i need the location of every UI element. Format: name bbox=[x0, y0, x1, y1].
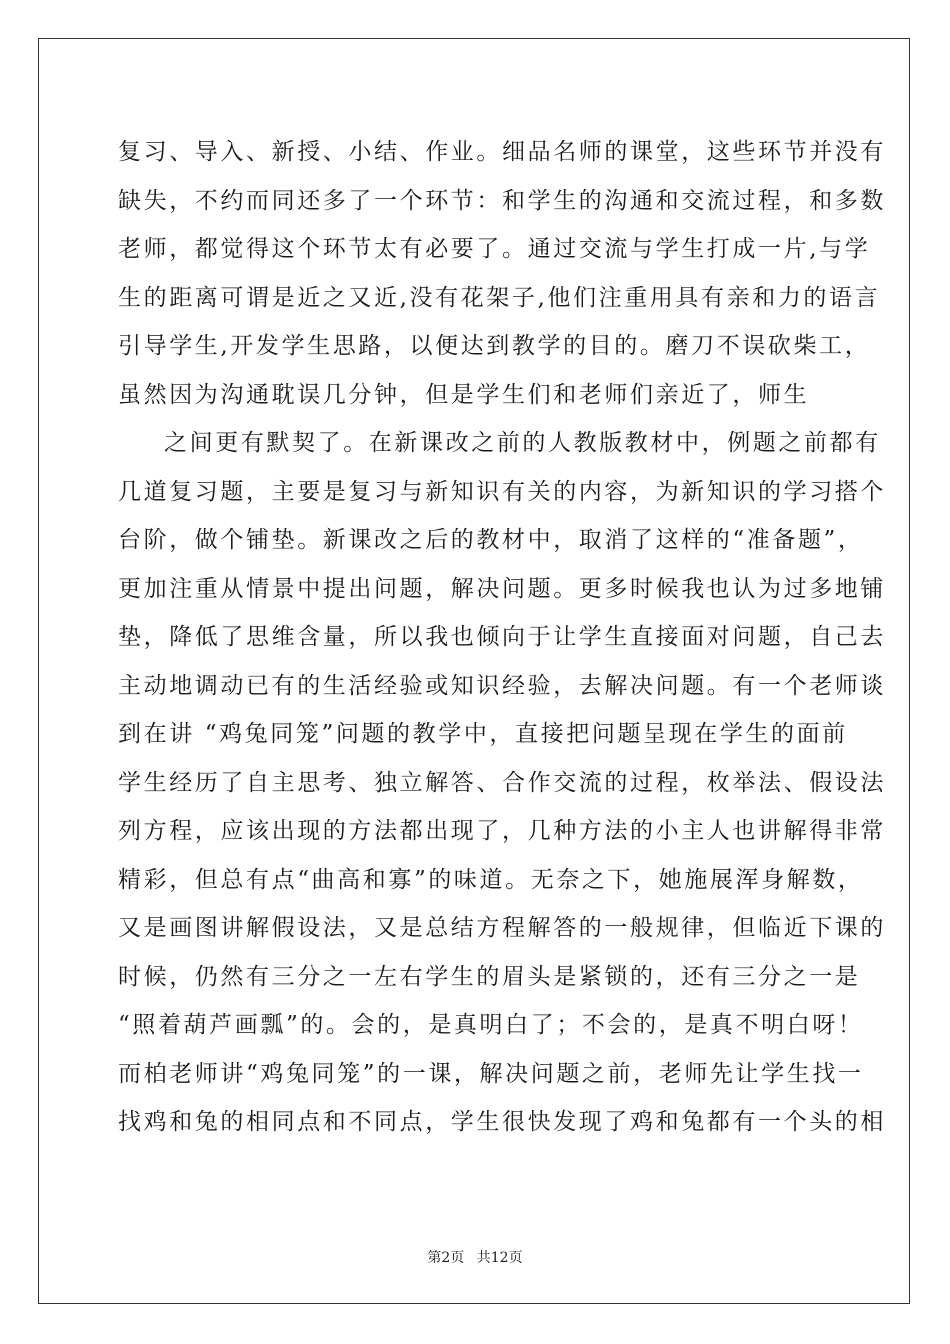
text-line: 到在讲 “鸡兔同笼”问题的教学中，直接把问题呈现在学生的面前 bbox=[118, 721, 848, 747]
text-line: 老师，都觉得这个环节太有必要了。通过交流与学生打成一片,与学 bbox=[118, 236, 871, 262]
text-line: 引导学生,开发学生思路，以便达到教学的目的。磨刀不误砍柴工， bbox=[118, 333, 871, 359]
text-line: 缺失，不约而同还多了一个环节：和学生的沟通和交流过程，和多数 bbox=[118, 187, 886, 214]
text-line: 生的距离可谓是近之又近,没有花架子,他们注重用具有亲和力的语言 bbox=[118, 284, 881, 311]
text-line: 复习、导入、新授、小结、作业。细品名师的课堂，这些环节并没有 bbox=[118, 139, 886, 165]
text-line: 而柏老师讲“鸡兔同笼”的一课，解决问题之前，老师先让学生找一 bbox=[118, 1060, 864, 1087]
text-line: 学生经历了自主思考、独立解答、合作交流的过程，枚举法、假设法 bbox=[118, 769, 886, 796]
text-line: 列方程，应该出现的方法都出现了，几种方法的小主人也讲解得非常 bbox=[118, 818, 886, 844]
text-line: 台阶，做个铺垫。新课改之后的教材中，取消了这样的“准备题”， bbox=[118, 527, 864, 553]
text-line: 时候，仍然有三分之一左右学生的眉头是紧锁的，还有三分之一是 bbox=[118, 963, 861, 990]
text-line: 又是画图讲解假设法，又是总结方程解答的一般规律，但临近下课的 bbox=[118, 915, 886, 941]
text-line: 精彩，但总有点“曲高和寡”的味道。无奈之下，她施展浑身解数， bbox=[118, 866, 864, 893]
text-line: 垫，降低了思维含量，所以我也倾向于让学生直接面对问题，自己去 bbox=[118, 624, 886, 650]
total-pages: 共12页 bbox=[476, 1250, 523, 1266]
document-body bbox=[118, 128, 886, 1147]
text-line: 更加注重从情景中提出问题，解决问题。更多时候我也认为过多地铺 bbox=[118, 575, 886, 602]
text-line: 之间更有默契了。在新课改之前的人教版教材中，例题之前都有 bbox=[164, 430, 881, 456]
page-footer bbox=[0, 1247, 950, 1267]
text-line: 虽然因为沟通耽误几分钟，但是学生们和老师们亲近了，师生 bbox=[118, 381, 810, 408]
text-line: 几道复习题，主要是复习与新知识有关的内容，为新知识的学习搭个 bbox=[118, 478, 886, 505]
text-line: 主动地调动已有的生活经验或知识经验，去解决问题。有一个老师谈 bbox=[118, 672, 886, 699]
page-number: 第2页 bbox=[427, 1250, 465, 1266]
text-line: 找鸡和兔的相同点和不同点，学生很快发现了鸡和兔都有一个头的相 bbox=[118, 1109, 886, 1135]
text-line: “照着葫芦画瓢”的。会的，是真明白了；不会的，是真不明白呀！ bbox=[118, 1012, 864, 1038]
